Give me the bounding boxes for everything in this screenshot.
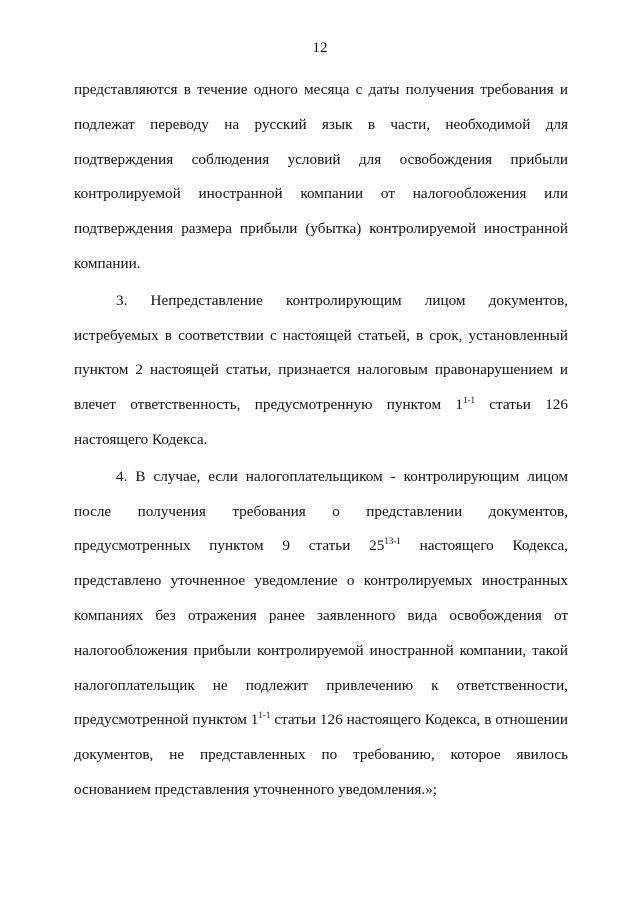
paragraph-4-text-c: статьи 126 настоящего Кодекса, в отношении документов, не представленных по требованию, которое явилось основанием представления уточненного уведомления.»;	[74, 711, 568, 798]
paragraph-4-text-b: настоящего Кодекса, представлено уточненное уведомление о контролируемых иностранных компаниях без отражения ранее заявленного вида освобождения от налогообложения прибыли контролируемой иностранной компании, такой налогоплательщик не подлежит привлечению к ответственности, предусмотренной пунктом 1	[74, 537, 568, 729]
paragraph-4-text-a: 4. В случае, если налогоплательщиком - контролирующим лицом после получения требования о представлении документов, предусмотренных пунктом 9 статьи 25	[74, 467, 568, 555]
paragraph-4-superscript-1: 13-1	[384, 536, 401, 547]
paragraph-continuation: представляются в течение одного месяца с даты получения требования и подлежат переводу на русский язык в части, необходимой для подтверждения соблюдения условий для освобождения прибыли контролируемой иностранной компании от налогообложения или подтверждения размера прибыли (убытка) контролируемой иностранной компании.	[74, 81, 568, 272]
paragraph-3-text-b: статьи 126 настоящего Кодекса.	[74, 396, 568, 448]
page-number: 12	[312, 40, 328, 56]
document-body	[74, 73, 568, 808]
paragraph-3-text-a: 3. Непредставление контролирующим лицом документов, истребуемых в соответствии с настоящей статьей, в срок, установленный пунктом 2 настоящей статьи, признается налоговым правонарушением и влечет ответственность, предусмотренную пунктом 1	[74, 291, 568, 414]
paragraph-4-superscript-2: 1-1	[258, 710, 271, 721]
paragraph-item-4	[74, 460, 568, 808]
paragraph-item-3	[74, 284, 568, 458]
paragraph-3-superscript: 1-1	[463, 395, 475, 406]
